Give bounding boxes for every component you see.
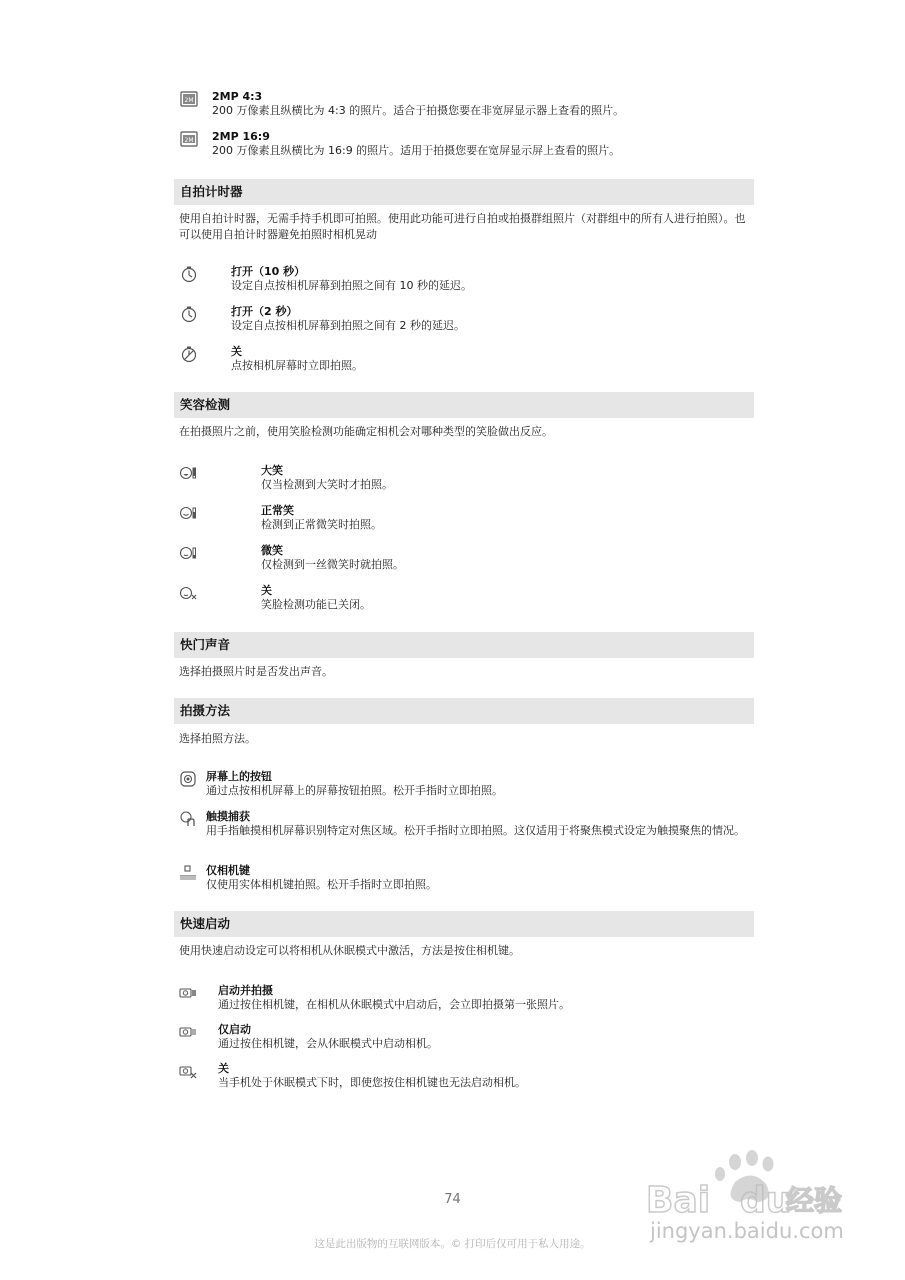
item-title: 打开（10 秒） — [231, 265, 306, 278]
timer-2s-icon — [180, 305, 198, 323]
item-description: 检测到正常微笑时拍照。 — [261, 518, 382, 531]
item-description: 200 万像素且纵横比为 4:3 的照片。适合于拍摄您要在非宽屏显示器上查看的照片。 — [212, 104, 625, 117]
item-description: 仅当检测到大笑时才拍照。 — [261, 478, 393, 491]
footer-note: 这是此出版物的互联网版本。© 打印后仅可用于私人用途。 — [314, 1238, 591, 1250]
section-heading-capture-method: 拍摄方法 — [174, 698, 754, 724]
item-description: 设定自点按相机屏幕到拍照之间有 2 秒的延迟。 — [231, 319, 465, 332]
item-title: 仅相机键 — [206, 864, 250, 877]
section-description-smile-detection: 在拍摄照片之前，使用笑脸检测功能确定相机会对哪种类型的笑脸做出反应。 — [179, 425, 553, 438]
item-title: 2MP 4:3 — [212, 90, 263, 103]
item-description: 通过按住相机键，会从休眠模式中启动相机。 — [218, 1037, 438, 1050]
launch-and-capture-icon — [179, 984, 197, 1002]
item-title: 微笑 — [261, 544, 283, 557]
smile-off-icon — [179, 584, 197, 602]
camera-key-icon — [179, 864, 197, 882]
page-number: 74 — [444, 1192, 461, 1207]
launch-off-icon — [179, 1062, 197, 1080]
item-description: 通过点按相机屏幕上的屏幕按钮拍照。松开手指时立即拍照。 — [206, 784, 503, 797]
section-description-shutter-sound: 选择拍摄照片时是否发出声音。 — [179, 665, 333, 678]
item-title: 仅启动 — [218, 1023, 251, 1036]
slight-smile-icon — [179, 544, 197, 562]
item-title: 大笑 — [261, 464, 283, 477]
section-description-capture-method: 选择拍照方法。 — [179, 732, 256, 745]
section-heading-smile-detection: 笑容检测 — [174, 392, 754, 418]
watermark-brand-text-2: du — [740, 1180, 792, 1221]
item-title: 关 — [218, 1062, 229, 1075]
2mp-4-3-icon — [180, 90, 198, 108]
item-description: 200 万像素且纵横比为 16:9 的照片。适用于拍摄您要在宽屏显示屏上查看的照片。 — [212, 144, 621, 157]
timer-off-icon — [180, 345, 198, 363]
section-heading-self-timer: 自拍计时器 — [174, 179, 754, 205]
item-description: 设定自点按相机屏幕到拍照之间有 10 秒的延迟。 — [231, 279, 472, 292]
item-description: 笑脸检测功能已关闭。 — [261, 598, 371, 611]
big-smile-icon — [179, 464, 197, 482]
item-description: 仅使用实体相机键拍照。松开手指时立即拍照。 — [206, 878, 437, 891]
launch-only-icon — [179, 1023, 197, 1041]
item-description: 用手指触摸相机屏幕识别特定对焦区域。松开手指时立即拍照。这仅适用于将聚焦模式设定为触摸聚焦的情况。 — [206, 824, 745, 837]
item-title: 触摸捕获 — [206, 810, 250, 823]
item-title: 正常笑 — [261, 504, 294, 517]
item-description: 点按相机屏幕时立即拍照。 — [231, 359, 363, 372]
section-heading-shutter-sound: 快门声音 — [174, 632, 754, 658]
item-title: 打开（2 秒） — [231, 305, 298, 318]
watermark-cn-text: 经验 — [786, 1184, 843, 1217]
svg-text:2M: 2M — [184, 97, 194, 104]
normal-smile-icon — [179, 504, 197, 522]
item-title: 关 — [231, 345, 242, 358]
item-description: 仅检测到一丝微笑时就拍照。 — [261, 558, 404, 571]
item-title: 启动并拍摄 — [218, 984, 273, 997]
baidu-jingyan-watermark — [640, 1150, 870, 1270]
touch-capture-icon — [179, 810, 197, 828]
section-heading-quick-launch: 快速启动 — [174, 911, 754, 937]
onscreen-button-icon — [179, 770, 197, 788]
timer-10s-icon — [180, 265, 198, 283]
item-title: 关 — [261, 584, 272, 597]
svg-text:2M: 2M — [184, 137, 194, 144]
item-title: 屏幕上的按钮 — [206, 770, 272, 783]
2mp-16-9-icon — [180, 130, 198, 148]
section-description-self-timer: 使用自拍计时器，无需手持手机即可拍照。使用此功能可进行自拍或拍摄群组照片（对群组中的所有人进行拍照）。也可以使用自拍计时器避免拍照时相机晃动 — [179, 212, 746, 241]
section-description-quick-launch: 使用快速启动设定可以将相机从休眠模式中激活，方法是按住相机键。 — [179, 944, 520, 957]
item-title: 2MP 16:9 — [212, 130, 270, 143]
item-description: 通过按住相机键，在相机从休眠模式中启动后，会立即拍摄第一张照片。 — [218, 998, 570, 1011]
item-description: 当手机处于休眠模式下时，即使您按住相机键也无法启动相机。 — [218, 1076, 526, 1089]
watermark-url-text: jingyan.baidu.com — [650, 1219, 844, 1243]
watermark-brand-text: Bai — [646, 1180, 711, 1221]
